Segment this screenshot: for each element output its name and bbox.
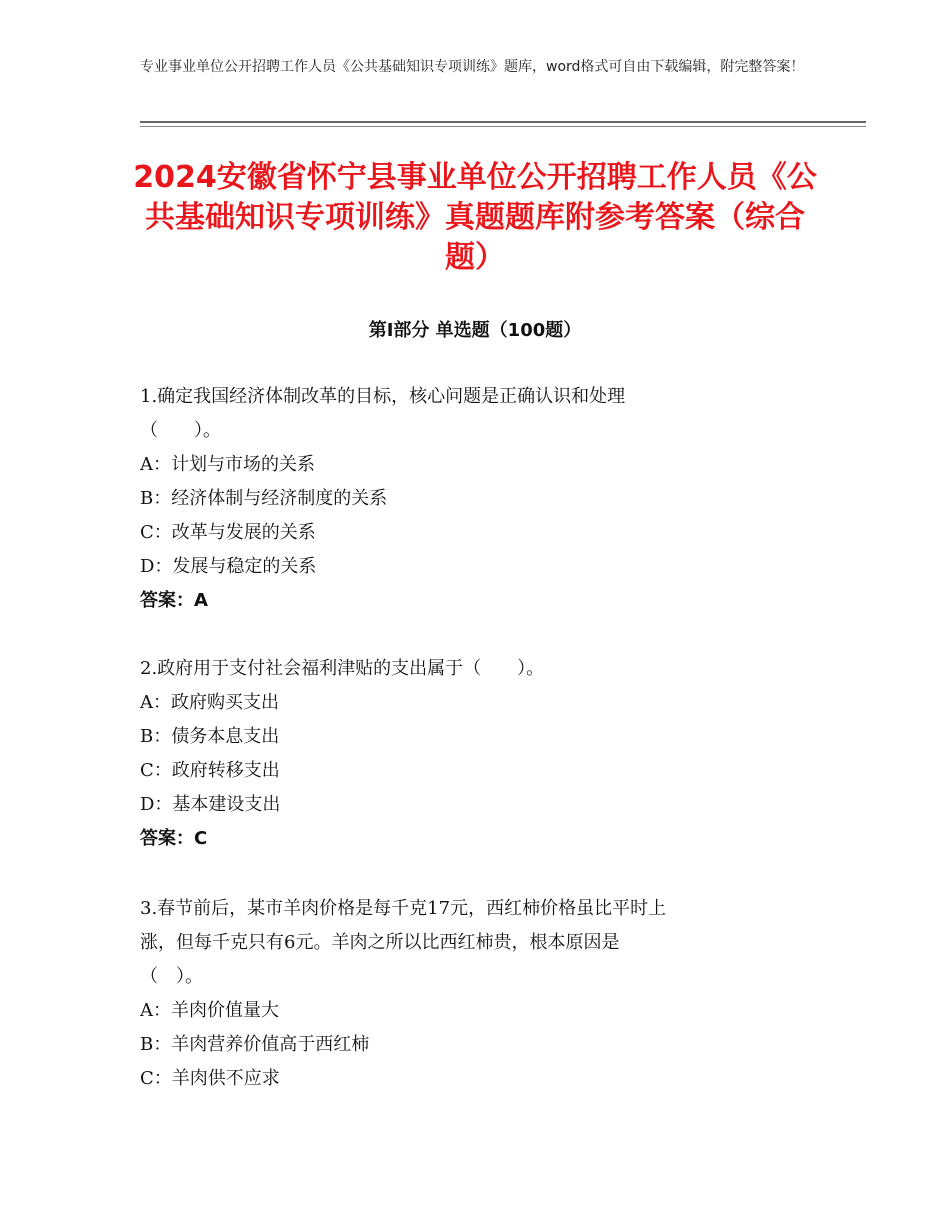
answer: 答案：A — [140, 590, 208, 611]
question-1 — [140, 380, 800, 618]
option-b: B：债务本息支出 — [140, 726, 280, 747]
option-d: D：发展与稳定的关系 — [140, 556, 317, 577]
question-stem: 1.确定我国经济体制改革的目标，核心问题是正确认识和处理 — [140, 386, 626, 407]
question-2 — [140, 652, 800, 856]
option-d: D：基本建设支出 — [140, 794, 281, 815]
header-divider-thin — [140, 126, 866, 127]
option-c: C：羊肉供不应求 — [140, 1068, 280, 1089]
question-3 — [140, 892, 800, 1096]
question-stem: 3.春节前后，某市羊肉价格是每千克17元，西红柿价格虽比平时上 — [140, 898, 667, 919]
option-a: A：计划与市场的关系 — [140, 454, 315, 475]
question-stem: （ ）。 — [140, 420, 221, 441]
question-stem: （ ）。 — [140, 966, 203, 987]
option-b: B：羊肉营养价值高于西红柿 — [140, 1034, 370, 1055]
option-c: C：政府转移支出 — [140, 760, 280, 781]
option-a: A：羊肉价值量大 — [140, 1000, 279, 1021]
option-a: A：政府购买支出 — [140, 692, 279, 713]
question-stem: 涨，但每千克只有6元。羊肉之所以比西红柿贵，根本原因是 — [140, 932, 620, 953]
option-c: C：改革与发展的关系 — [140, 522, 316, 543]
question-stem: 2.政府用于支付社会福利津贴的支出属于（ ）。 — [140, 658, 545, 679]
option-b: B：经济体制与经济制度的关系 — [140, 488, 388, 509]
document-title: 2024安徽省怀宁县事业单位公开招聘工作人员《公共基础知识专项训练》真题题库附参考答案（综合题） — [133, 160, 817, 275]
answer: 答案：C — [140, 828, 208, 849]
header-divider — [140, 121, 866, 123]
header-note: 专业事业单位公开招聘工作人员《公共基础知识专项训练》题库，word格式可自由下载编辑，附完整答案！ — [140, 59, 805, 75]
section-title: 第Ⅰ部分 单选题（100题） — [368, 320, 582, 341]
